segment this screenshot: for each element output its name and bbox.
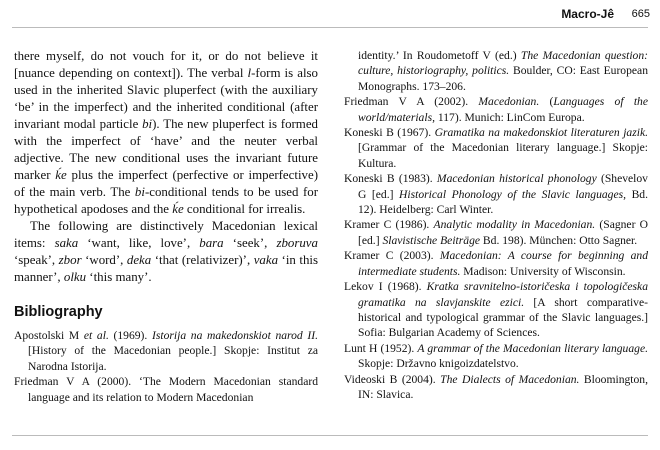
text-run: there myself, do not vouch for it, or do not believe it [nuance depending on context]). The verbal [14, 49, 318, 80]
italic-text: olku [63, 270, 87, 284]
italic-text: Languages of the world/materials, [358, 95, 648, 124]
text-run: (Sagner O [ed.] [358, 218, 648, 247]
text-run: The following are distinctively Macedonian lexical items: [14, 219, 318, 250]
text-run: Friedman V A (2000). ‘The Modern Macedonian standard language and its relation to Modern Macedonian [14, 375, 318, 404]
italic-text: Historical Phonology of the Slavic languages, [399, 187, 627, 201]
italic-text: zbor [58, 253, 82, 267]
bibliography-entry [344, 217, 648, 248]
text-run: ‘in this manner’, [14, 253, 318, 284]
italic-text: deka [126, 253, 152, 267]
bibliography-entry [344, 248, 648, 279]
text-run: Lekov I (1968). [344, 280, 427, 294]
bibliography-list-right [344, 48, 648, 402]
italic-text: Macedonian: A course for beginning and intermediate students. [358, 249, 649, 278]
text-run: ‘want, like, love’, [78, 236, 200, 250]
italic-text: The Dialects of Macedonian. [440, 372, 580, 386]
bibliography-heading: Bibliography [14, 304, 103, 320]
bibliography-entry [344, 94, 648, 125]
text-run: (Shevelov G [ed.] [358, 172, 648, 201]
italic-text: Macedonian historical phonology [436, 172, 597, 186]
italic-text: ḱe [172, 202, 184, 216]
text-run: -form is also used in the inherited Slavic pluperfect (with the auxiliary ‘be’ in the imperfect) and the inherited conditional (after invariant modal particle [14, 66, 318, 131]
page-number: 665 [631, 8, 650, 20]
header-rule [12, 27, 648, 28]
text-run: Koneski B (1967). [344, 126, 435, 140]
text-run: Madison: University of Wisconsin. [460, 264, 626, 278]
text-run: Videoski B (2004). [344, 372, 441, 386]
footer-rule [12, 435, 648, 436]
text-run: Bd. 12). Heidelberg: Carl Winter. [358, 187, 648, 217]
italic-text: Analytic modality in Macedonian. [433, 218, 596, 232]
bibliography-entry [14, 374, 318, 405]
text-run: plus the imperfect (perfective or imperfective) of the main verb. The [14, 168, 318, 199]
text-run: Apostolski M [14, 329, 84, 342]
italic-text: zboruva [276, 236, 318, 250]
bibliography-entry [344, 341, 648, 372]
text-run: Bd. 198). München: Otto Sagner. [480, 233, 638, 247]
text-run: [History of the Macedonian people.] Skopje: Institut za Narodna Istorija. [28, 344, 318, 373]
italic-text: l [247, 66, 252, 80]
text-run: ‘speak’, [14, 253, 59, 267]
text-run: Kramer C (1986). [344, 218, 434, 232]
bibliography-entry [344, 171, 648, 217]
text-run: 117). Munich: LinCom Europa. [434, 110, 585, 124]
text-run: Koneski B (1983). [344, 172, 437, 186]
body-paragraph-2 [14, 218, 318, 286]
text-run: (1969). [108, 329, 152, 342]
text-run: Kramer C (2003). [344, 249, 440, 263]
bibliography-entry [344, 279, 648, 341]
text-run: Friedman V A (2002). [344, 95, 479, 109]
bibliography-entry [344, 48, 648, 94]
italic-text: A grammar of the Macedonian literary language. [417, 341, 648, 355]
italic-text: Macedonian. [478, 95, 540, 109]
italic-text: The Macedonian question: culture, historiography, politics. [358, 49, 648, 78]
text-run: Boulder, CO: East European Monographs. 173–206. [358, 64, 648, 93]
text-run: [Grammar of the Macedonian literary language.] Skopje: Kultura. [358, 141, 648, 170]
text-run: ( [539, 95, 554, 109]
text-run: conditional for irrealis. [183, 202, 306, 216]
text-run: ‘this many’. [86, 270, 152, 284]
running-head: Macro-Jê [561, 7, 614, 21]
italic-text: et al. [83, 329, 109, 342]
text-run: ‘that (relativizer)’, [151, 253, 254, 267]
text-run: ‘word’, [81, 253, 127, 267]
text-run: Bloomington, IN: Slavica. [358, 372, 649, 401]
body-paragraph-1 [14, 48, 318, 218]
text-run: Skopje: Državno knigoizdatelstvo. [358, 357, 519, 371]
text-run: ‘seek’, [223, 236, 277, 250]
italic-text: vaka [253, 253, 279, 267]
italic-text: Kratka sravnitelno-istoričeska i topologičeska gramatika na slavjanskite ezici. [358, 280, 648, 309]
left-column [14, 48, 318, 405]
right-column [344, 48, 648, 402]
italic-text: saka [54, 236, 79, 250]
bibliography-entry [14, 328, 318, 374]
bibliography-list-left [14, 328, 318, 405]
bibliography-entry [344, 125, 648, 171]
italic-text: Gramatika na makedonskiot literaturen jazik. [434, 126, 648, 140]
page-header [10, 7, 650, 25]
text-run: Lunt H (1952). [344, 341, 418, 355]
italic-text: bi [142, 117, 153, 131]
italic-text: ḱe [55, 168, 67, 182]
italic-text: bara [199, 236, 224, 250]
text-run: -conditional tends to be used for hypothetical apodoses and the [14, 185, 318, 216]
italic-text: bi [134, 185, 145, 199]
italic-text: Istorija na makedonskiot narod II. [151, 329, 319, 342]
italic-text: Slavistische Beiträge [382, 233, 481, 247]
text-run: [A short comparative-historical and typological grammar of the Slavic languages.] Sofia: Bulgarian Academy of Sciences. [358, 295, 648, 340]
text-run: ). The new pluperfect is formed with the imperfect of ‘have’ and the neuter verbal adjective. The new conditional uses the invariant future marker [14, 117, 318, 182]
bibliography-entry [344, 372, 648, 403]
text-run: identity.’ In Roudometoff V (ed.) [358, 49, 521, 62]
